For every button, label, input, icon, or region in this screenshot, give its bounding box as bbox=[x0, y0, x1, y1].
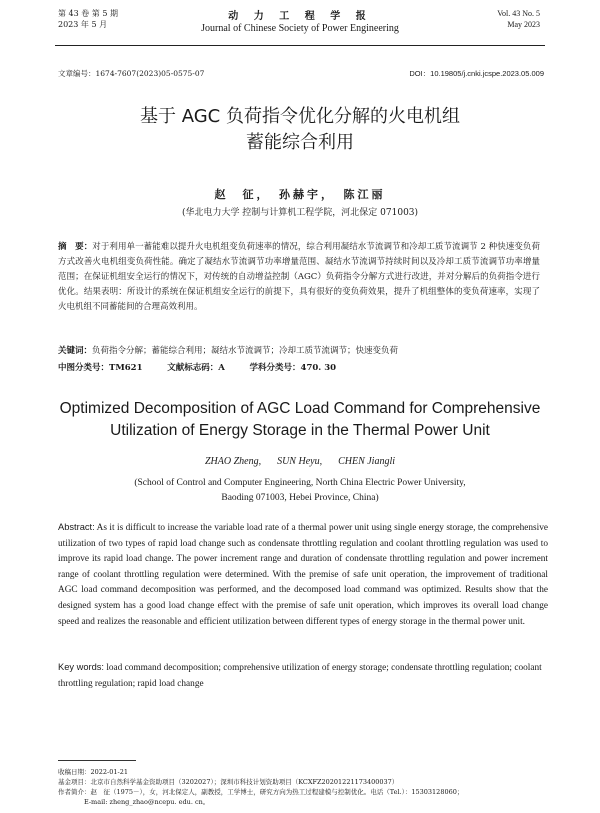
header-date-en: May 2023 bbox=[507, 20, 540, 29]
subject-field bbox=[250, 363, 337, 373]
cn-classification bbox=[58, 361, 548, 373]
cn-title bbox=[0, 104, 600, 156]
article-number: 文章编号：1674-7607(2023)05-0575-07 bbox=[58, 69, 205, 78]
header-volume-en bbox=[497, 8, 540, 30]
subject-value: 470. 30 bbox=[300, 363, 337, 373]
header-vol-en: Vol. 43 No. 5 bbox=[497, 9, 540, 18]
en-title-line1: Optimized Decomposition of AGC Load Command for Comprehensive bbox=[59, 400, 541, 417]
en-keywords-label: Key words: bbox=[58, 662, 104, 672]
cn-title-line2: 蓄能综合利用 bbox=[246, 132, 354, 153]
cn-authors: 赵 征， 孙赫宇， 陈江丽 bbox=[214, 188, 386, 201]
cn-keywords-label: 关键词： bbox=[58, 346, 93, 356]
en-authors bbox=[0, 456, 600, 467]
en-author-2: SUN Heyu, bbox=[277, 456, 323, 467]
cn-keywords bbox=[58, 344, 548, 358]
journal-name-cn: 动 力 工 程 学 报 bbox=[228, 11, 372, 22]
footnote-received: 收稿日期：2022-01-21 bbox=[58, 768, 128, 776]
clc-field bbox=[58, 363, 143, 373]
doi: DOI：10.19805/j.cnki.jcspe.2023.05.009 bbox=[409, 69, 544, 78]
cn-keywords-text: 负荷指令分解；蓄能综合利用；凝结水节流调节；冷却工质节流调节；快速变负荷 bbox=[92, 346, 399, 356]
cn-abstract-label: 摘 要： bbox=[58, 242, 93, 252]
header-vol-cn: 第 43 卷 第 5 期 bbox=[58, 9, 118, 18]
en-title-line2: Utilization of Energy Storage in the Thermal Power Unit bbox=[110, 422, 490, 439]
en-abstract-label: Abstract: bbox=[58, 522, 95, 532]
en-abstract-text: As it is difficult to increase the variable load rate of a thermal power unit using single energy storage, the comprehensive utilization of two types of rapid load change such as condensate throttling regulation and coolant throttling regulation was used to improve its rapid load change. The power increment range and duration of condensate throttling regulation and power increment range of coolant throttling regulation were determined. With the premise of safe unit operation, the improvement of traditional AGC load command decomposition was performed, and the decomposed load command was optimized. Results show that the designed system has a good load change effect with the premise of safe unit operation, which improves its overall load change speed and realizes the reasonable and efficient utilization between different types of energy storage in the thermal power unit. bbox=[58, 523, 548, 627]
en-affiliation bbox=[90, 476, 510, 506]
footnotes bbox=[58, 767, 548, 807]
doc-code-field bbox=[167, 363, 225, 373]
en-affiliation-line2: Baoding 071003, Hebei Province, China) bbox=[221, 493, 379, 503]
en-keywords-text: load command decomposition; comprehensive utilization of energy storage; condensate throttling regulation; coolant throttling regulation; rapid load change bbox=[58, 663, 542, 689]
footnote-email: E-mail: zheng_zhao@ncepu. edu. cn。 bbox=[84, 798, 210, 806]
header-date-cn: 2023 年 5 月 bbox=[58, 20, 108, 29]
cn-abstract bbox=[58, 240, 540, 315]
doc-code-value: A bbox=[218, 363, 225, 373]
header-divider bbox=[55, 45, 545, 46]
en-title bbox=[0, 398, 600, 442]
en-abstract bbox=[58, 520, 548, 630]
clc-value: TM621 bbox=[109, 363, 143, 373]
en-keywords bbox=[58, 660, 548, 692]
en-affiliation-line1: (School of Control and Computer Engineering, North China Electric Power University, bbox=[134, 478, 466, 488]
footnote-fund: 基金项目：北京市自然科学基金资助项目（3202027）；深圳市科技计划资助项目（KCXFZ20201221173400037） bbox=[58, 778, 399, 786]
clc-label: 中图分类号： bbox=[58, 363, 110, 373]
en-author-3: CHEN Jiangli bbox=[338, 456, 396, 467]
cn-title-line1: 基于 AGC 负荷指令优化分解的火电机组 bbox=[140, 106, 460, 127]
footnote-divider bbox=[58, 760, 136, 761]
cn-abstract-text: 对于利用单一蓄能难以提升火电机组变负荷速率的情况，综合利用凝结水节流调节和冷却工质节流调节 2 种快速变负荷方式改善火电机组变负荷性能。确定了凝结水节流调节功率增量范围、凝结水节流调节持续时间以及冷却工质节流调节功率增量范围；在保证机组安全运行的情况下，对传统的自动增益控制（AGC）负荷指令分解方式进行改进，并对分解后的负荷指令进行优化。结果表明：所设计的系统在保证机组安全运行的前提下，具有很好的变负荷效果，提升了机组整体的变负荷速率，实现了火电机组不同蓄能间的合理高效利用。 bbox=[58, 242, 540, 312]
footnote-author-bio: 作者简介：赵 征（1975－），女，河北保定人，副教授，工学博士，研究方向为热工过程建模与控制优化。电话（Tel.）：15303128060； bbox=[58, 788, 464, 796]
en-author-1: ZHAO Zheng, bbox=[204, 456, 262, 467]
subject-label: 学科分类号： bbox=[249, 363, 301, 373]
journal-name-en: Journal of Chinese Society of Power Engineering bbox=[201, 23, 399, 34]
doc-code-label: 文献标志码： bbox=[167, 363, 219, 373]
cn-affiliation: (华北电力大学 控制与计算机工程学院，河北保定 071003) bbox=[181, 208, 419, 218]
